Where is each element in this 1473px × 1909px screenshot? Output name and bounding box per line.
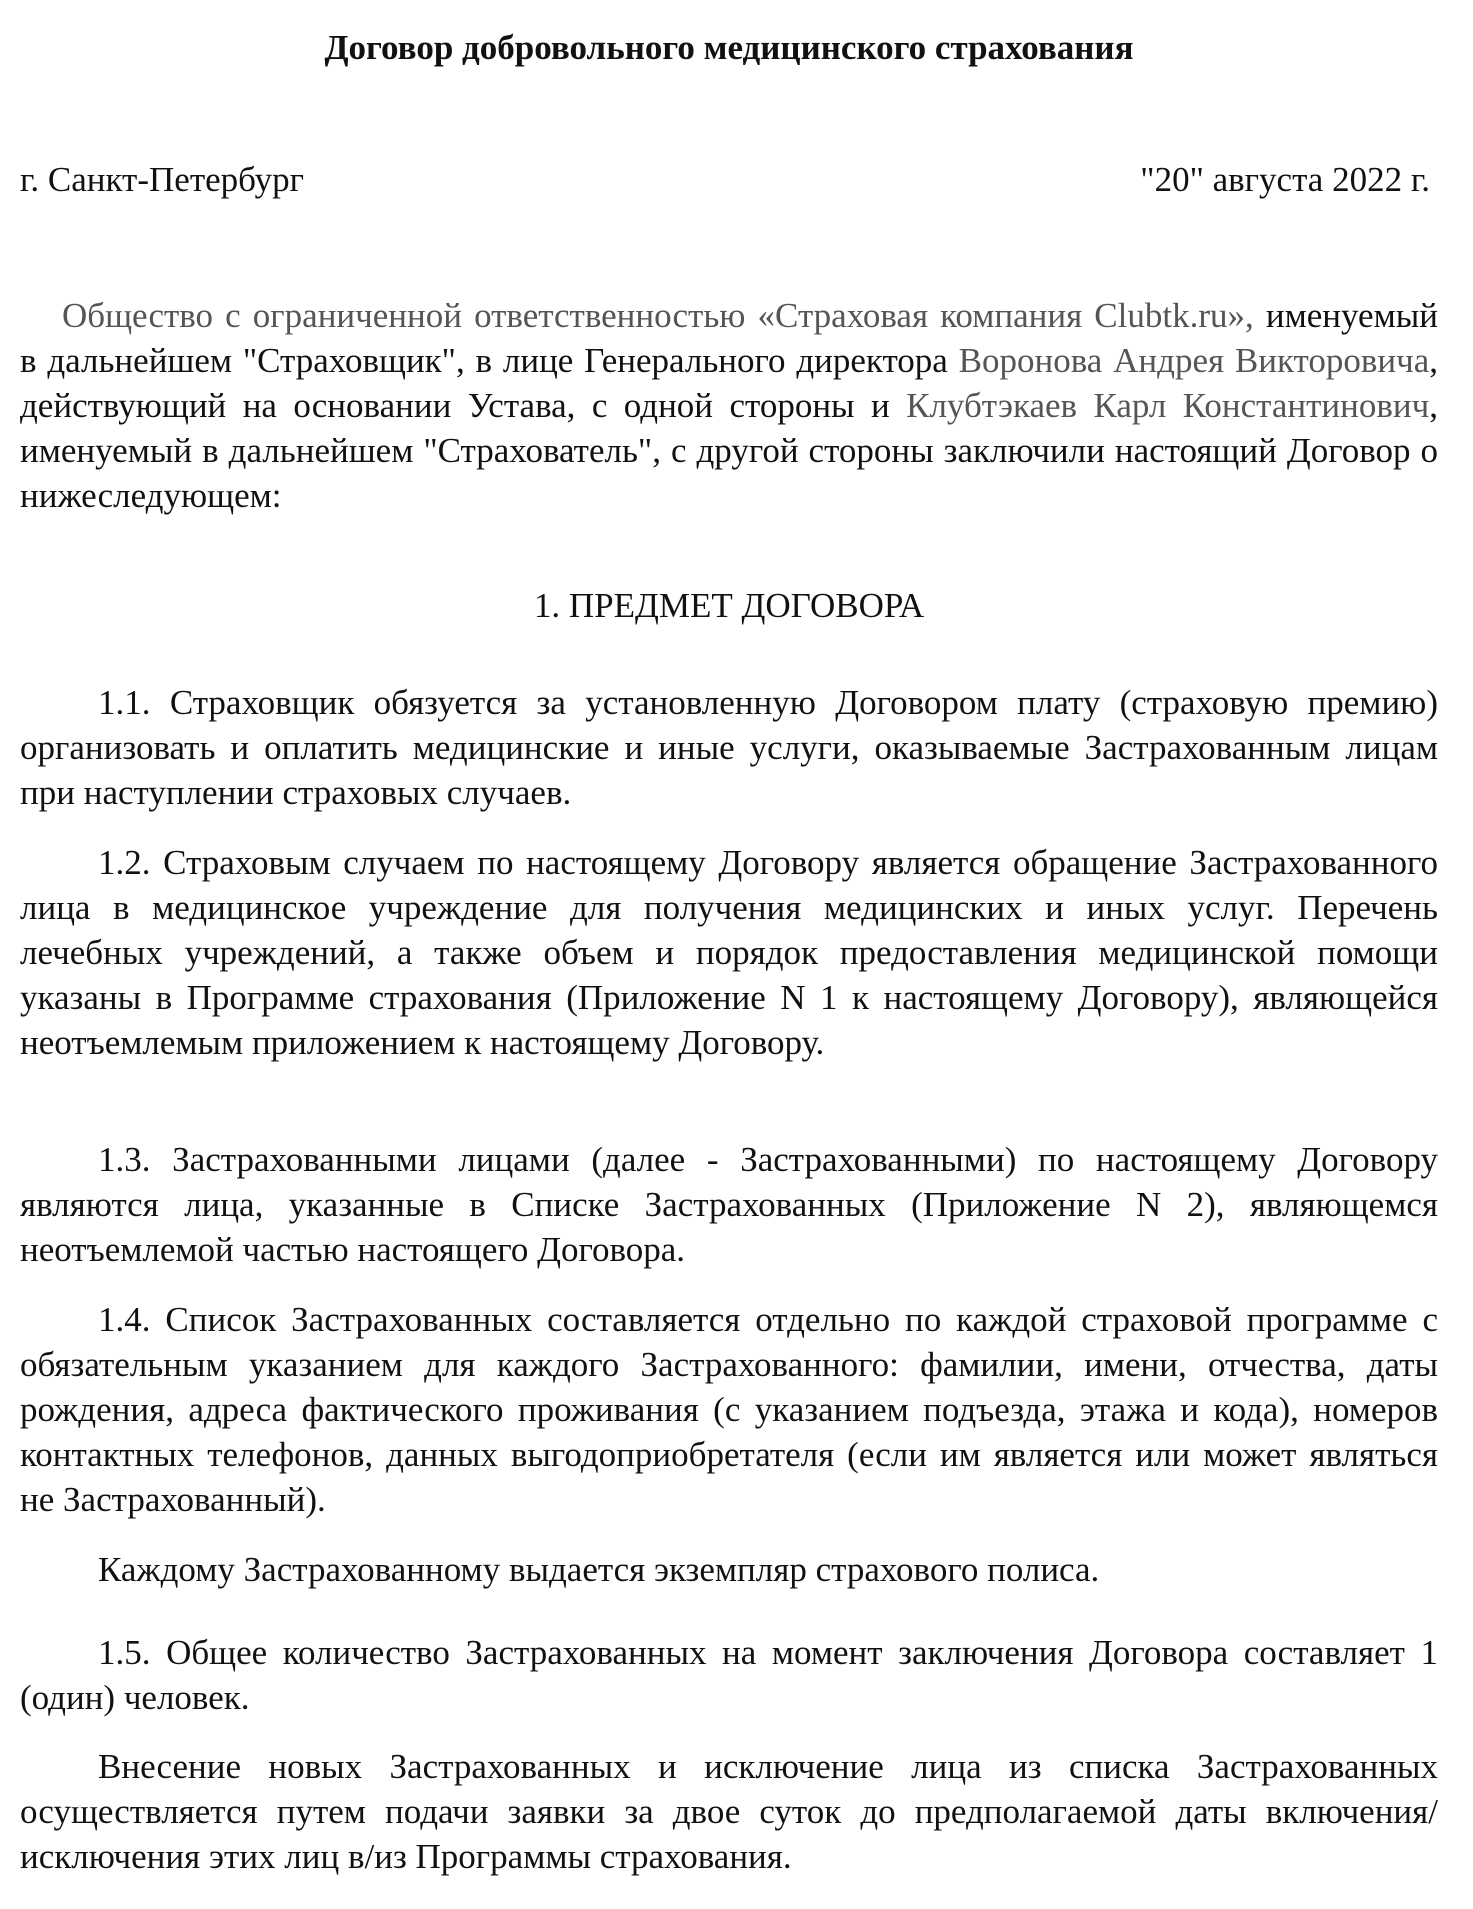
intro-text-1: именуемый в дальнейшем "Страховщик", в лице Генерального директора: [20, 296, 1438, 380]
intro-text-2: , действующий на основании Устава, с одной стороны и: [20, 341, 1438, 425]
policyholder-name: Клубтэкаев Карл Константинович: [906, 386, 1430, 425]
insurer-name: Общество с ограниченной ответственностью «Страховая компания Clubtk.ru»,: [62, 296, 1254, 335]
director-name: Воронова Андрея Викторовича: [958, 341, 1430, 380]
contract-date: "20" августа 2022 г.: [1140, 160, 1430, 199]
clause-1-2: 1.2. Страховым случаем по настоящему Договору является обращение Застрахованного лица в медицинское учреждение для получения медицинских и иных услуг. Перечень лечебных учреждений, а также объем и порядок предоставления медицинской помощи указаны в Программе страхования (Приложение N 1 к настоящему Договору), являющейся неотъемлемым приложением к настоящему Договору.: [20, 843, 1438, 1062]
clause-1-4: 1.4. Список Застрахованных составляется отдельно по каждой страховой программе с обязательным указанием для каждого Застрахованного: фамилии, имени, отчества, даты рождения, адреса фактического проживания (с указанием подъезда, этажа и кода), номеров контактных телефонов, данных выгодоприобретателя (если им является или может являться не Застрахованный).: [20, 1300, 1438, 1519]
clause-1-3: 1.3. Застрахованными лицами (далее - Застрахованными) по настоящему Договору являются лица, указанные в Списке Застрахованных (Приложение N 2), являющемся неотъемлемой частью настоящего Договора.: [20, 1140, 1438, 1269]
intro-text-3: , именуемый в дальнейшем "Страхователь", с другой стороны заключили настоящий Договор о нижеследующем:: [20, 386, 1439, 515]
document-title: Договор добровольного медицинского страхования: [324, 28, 1134, 67]
clause-1-1: 1.1. Страховщик обязуется за установленную Договором плату (страховую премию) организовать и оплатить медицинские и иные услуги, оказываемые Застрахованным лицам при наступлении страховых случаев.: [20, 683, 1438, 812]
clause-1-5: 1.5. Общее количество Застрахованных на момент заключения Договора составляет 1 (один) человек.: [20, 1633, 1438, 1717]
policy-issue-note: Каждому Застрахованному выдается экземпляр страхового полиса.: [98, 1550, 1100, 1589]
intro-paragraph: [20, 293, 1438, 518]
contract-city: г. Санкт-Петербург: [20, 160, 304, 199]
changes-note: Внесение новых Застрахованных и исключение лица из списка Застрахованных осуществляется путем подачи заявки за двое суток до предполагаемой даты включения/исключения этих лиц в/из Программы страхования.: [20, 1747, 1438, 1876]
section-heading: 1. ПРЕДМЕТ ДОГОВОРА: [533, 586, 925, 625]
